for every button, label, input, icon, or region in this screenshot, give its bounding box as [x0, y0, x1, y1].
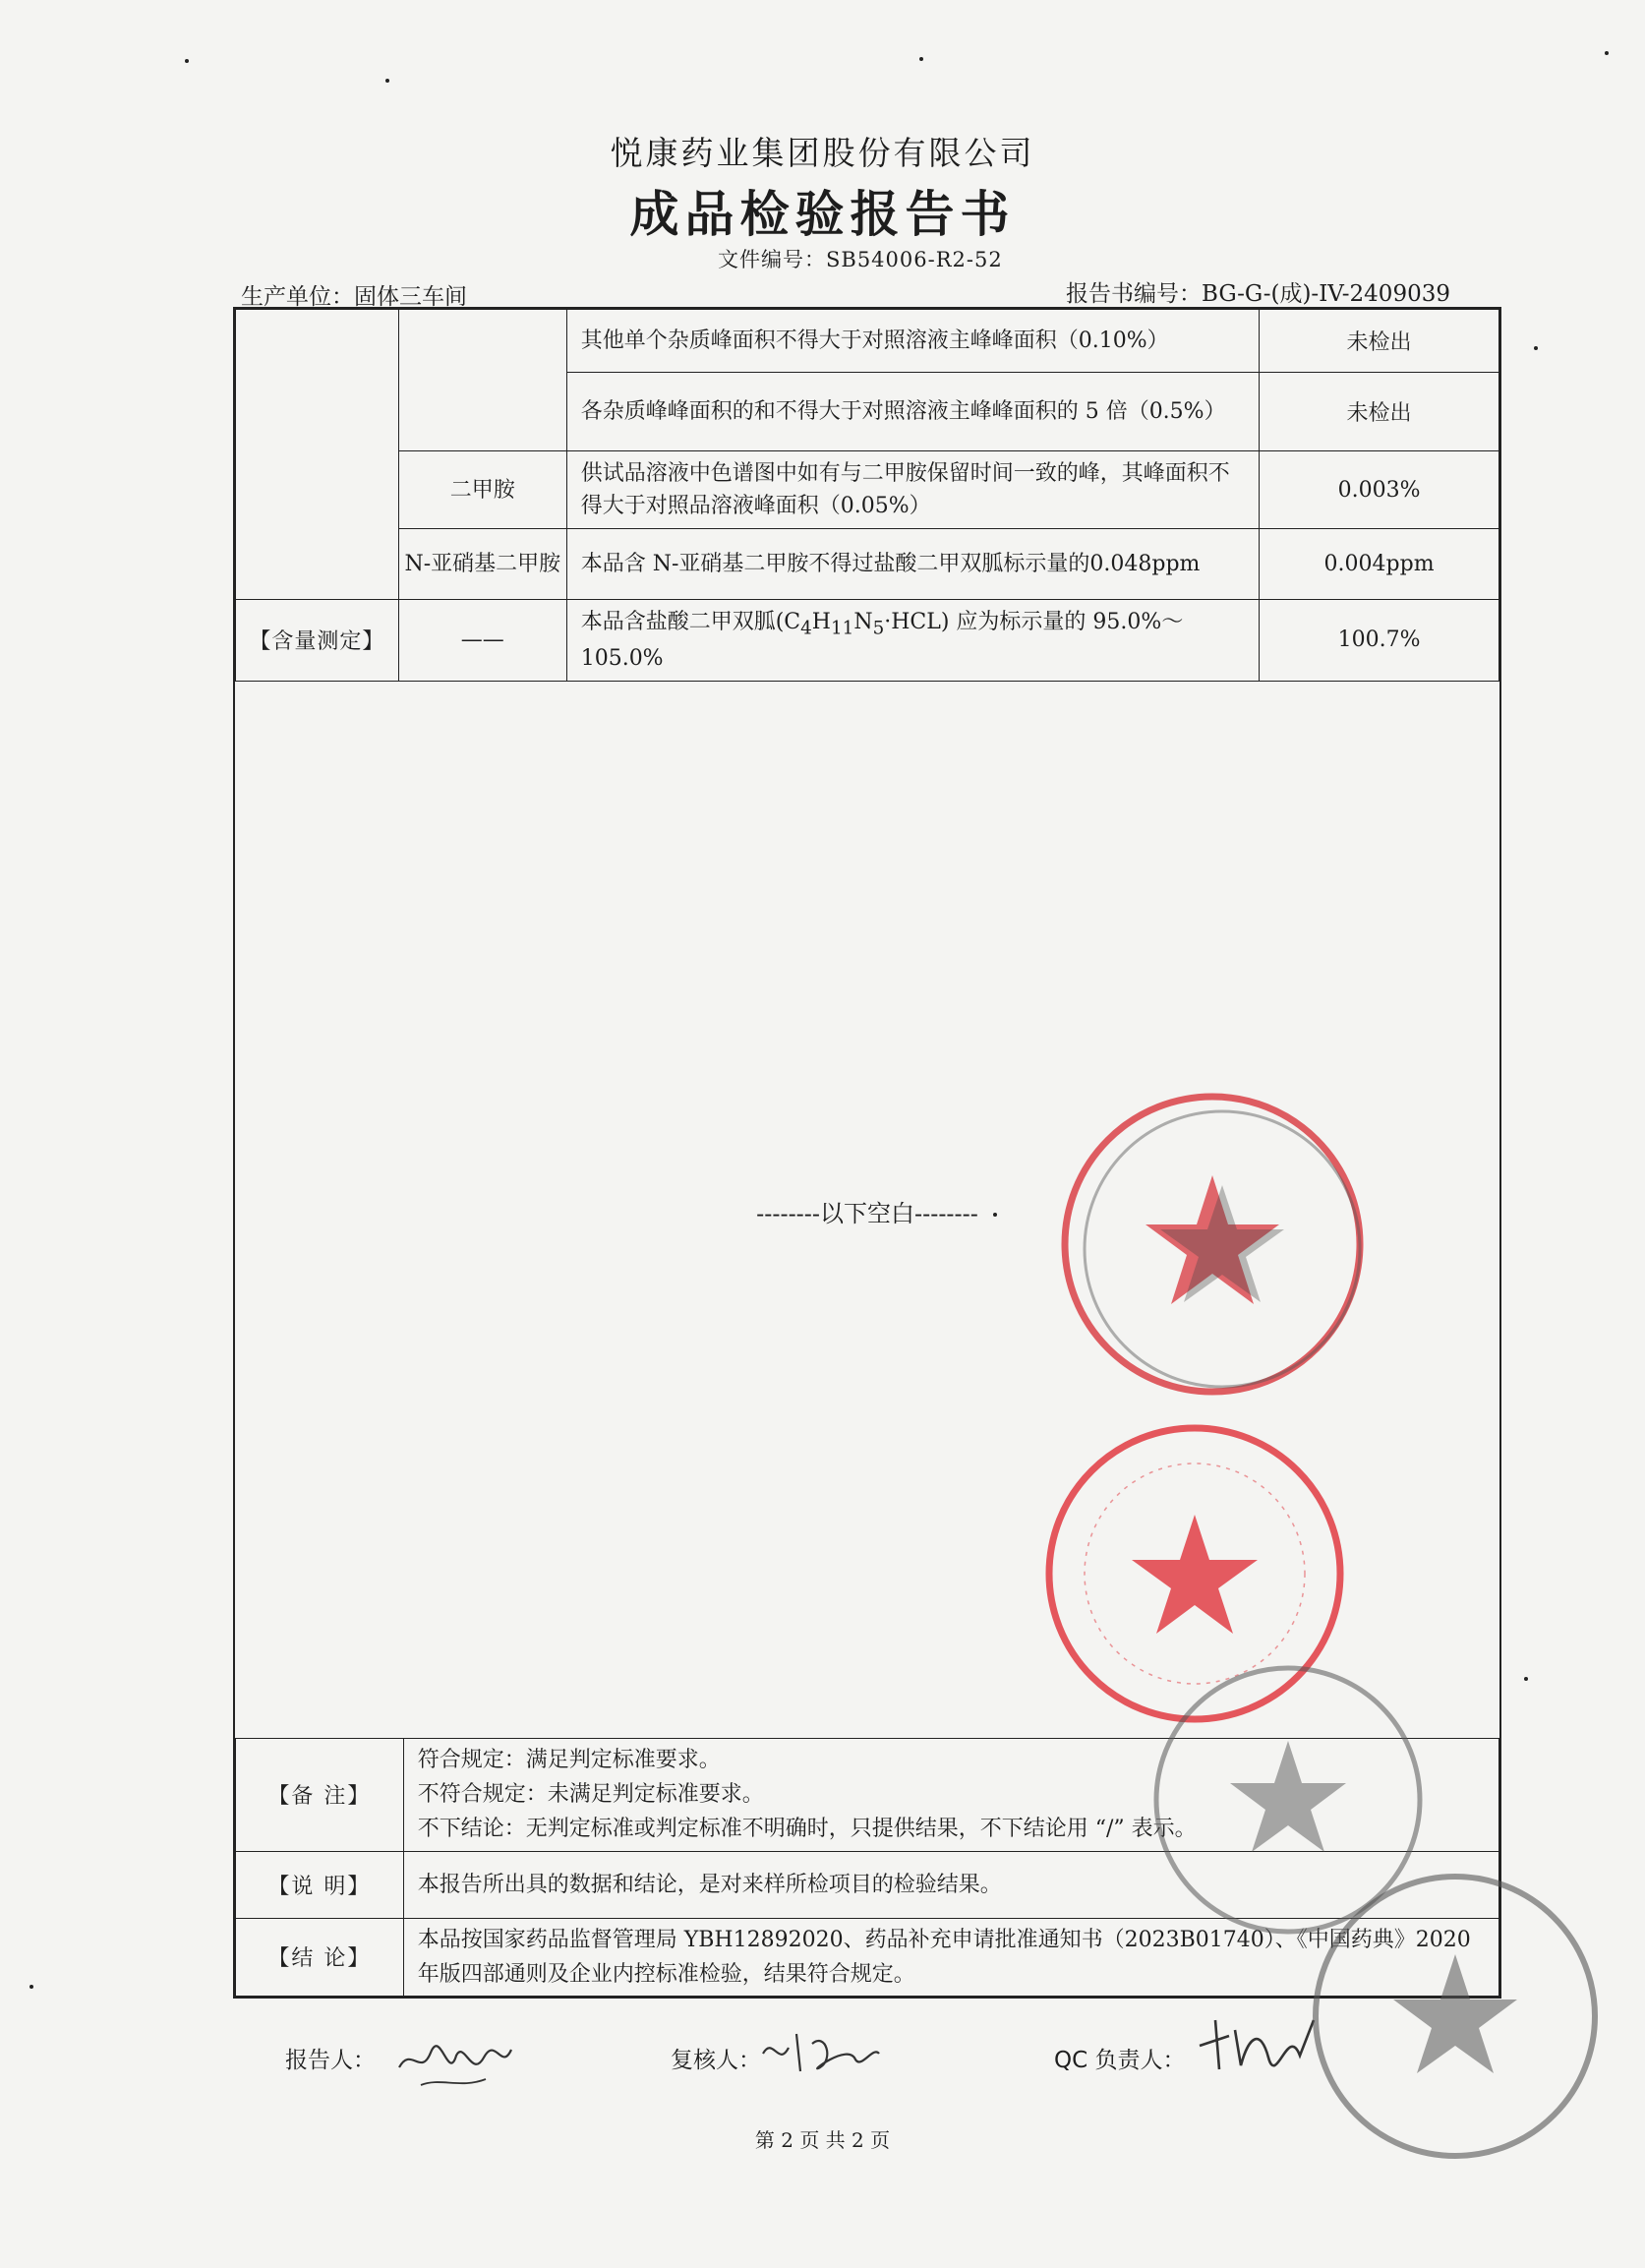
report-number: 报告书编号：BG-G-(成)-IV-2409039: [1066, 281, 1450, 307]
scan-speck: [1605, 51, 1609, 55]
report-title: 成品检验报告书: [629, 186, 1016, 243]
formula-subscript: 5: [872, 618, 885, 639]
stamp-quality-dept-1: [1050, 1082, 1375, 1406]
scan-speck: [1524, 1677, 1528, 1681]
test-item-name: 二甲胺: [398, 451, 566, 529]
section-heading: 【含量测定】: [236, 600, 399, 682]
test-result: 未检出: [1260, 373, 1499, 451]
empty-cell: [398, 310, 566, 451]
table-row: [236, 310, 1499, 373]
remark-line: 不符合规定：未满足判定标准要求。: [417, 1782, 764, 1808]
table-row: [236, 451, 1499, 529]
formula-subscript: 4: [800, 618, 812, 639]
test-description: 本品含 N-亚硝基二甲胺不得过盐酸二甲双胍标示量的0.048ppm: [566, 529, 1259, 600]
formula-subscript: 11: [830, 618, 854, 639]
scan-speck: [185, 59, 189, 63]
scan-speck: [385, 79, 389, 83]
explain-label: 【说 明】: [236, 1851, 404, 1918]
blank-below-note: --------以下空白--------: [756, 1200, 978, 1227]
scan-speck: [29, 1985, 33, 1989]
scan-speck: [993, 1213, 997, 1217]
stamp-quality-inspection-2: [1303, 1864, 1608, 2169]
conclusion-content: 本品按国家药品监督管理局 YBH12892020、药品补充申请批准通知书（2023B01740）、《中国药典》2020 年版四部通则及企业内控标准检验，结果符合规定。: [403, 1918, 1498, 1996]
formula-text: 本品含盐酸二甲双胍(C: [580, 610, 801, 634]
scan-speck: [1534, 346, 1538, 350]
test-table: [235, 309, 1499, 682]
test-description: 其他单个杂质峰面积不得大于对照溶液主峰峰面积（0.10%）: [566, 310, 1259, 373]
reviewer-signature: [757, 2024, 885, 2083]
test-result: 0.003%: [1260, 451, 1499, 529]
company-name: 悦康药业集团股份有限公司: [610, 134, 1035, 172]
test-result: 0.004ppm: [1260, 529, 1499, 600]
explain-content: 本报告所出具的数据和结论，是对来样所检项目的检验结果。: [403, 1851, 1498, 1918]
formula-text: N: [853, 610, 873, 634]
production-unit: 生产单位：固体三车间: [241, 284, 467, 310]
qc-label: QC 负责人：: [1054, 2048, 1186, 2073]
test-description: [566, 600, 1259, 682]
conclusion-label: 【结 论】: [236, 1918, 404, 1996]
reviewer-label: 复核人：: [671, 2048, 761, 2073]
formula-text: ·HCL) 应为标示量的 95.0%～105.0%: [580, 610, 1184, 671]
table-row: [236, 600, 1499, 682]
test-description: 供试品溶液中色谱图中如有与二甲胺保留时间一致的峰，其峰面积不得大于对照品溶液峰面积（0.05%）: [566, 451, 1259, 529]
remark-line: 不下结论：无判定标准或判定标准不明确时，只提供结果，不下结论用 “/” 表示。: [417, 1817, 1197, 1842]
empty-cell: [236, 310, 399, 600]
formula-text: H: [811, 610, 831, 634]
test-result: 未检出: [1260, 310, 1499, 373]
file-number: 文件编号：SB54006-R2-52: [718, 248, 1003, 271]
page-number: 第 2 页 共 2 页: [754, 2128, 891, 2152]
test-description: 各杂质峰峰面积的和不得大于对照溶液主峰峰面积的 5 倍（0.5%）: [566, 373, 1259, 451]
table-row: [236, 529, 1499, 600]
reporter-signature: [391, 2028, 519, 2097]
remark-label: 【备 注】: [236, 1739, 404, 1852]
test-item-name: N-亚硝基二甲胺: [398, 529, 566, 600]
remark-line: 符合规定：满足判定标准要求。: [417, 1748, 721, 1773]
test-result: 100.7%: [1260, 600, 1499, 682]
reporter-label: 报告人：: [285, 2048, 376, 2073]
test-item-name: ——: [398, 600, 566, 682]
scan-speck: [919, 57, 923, 61]
